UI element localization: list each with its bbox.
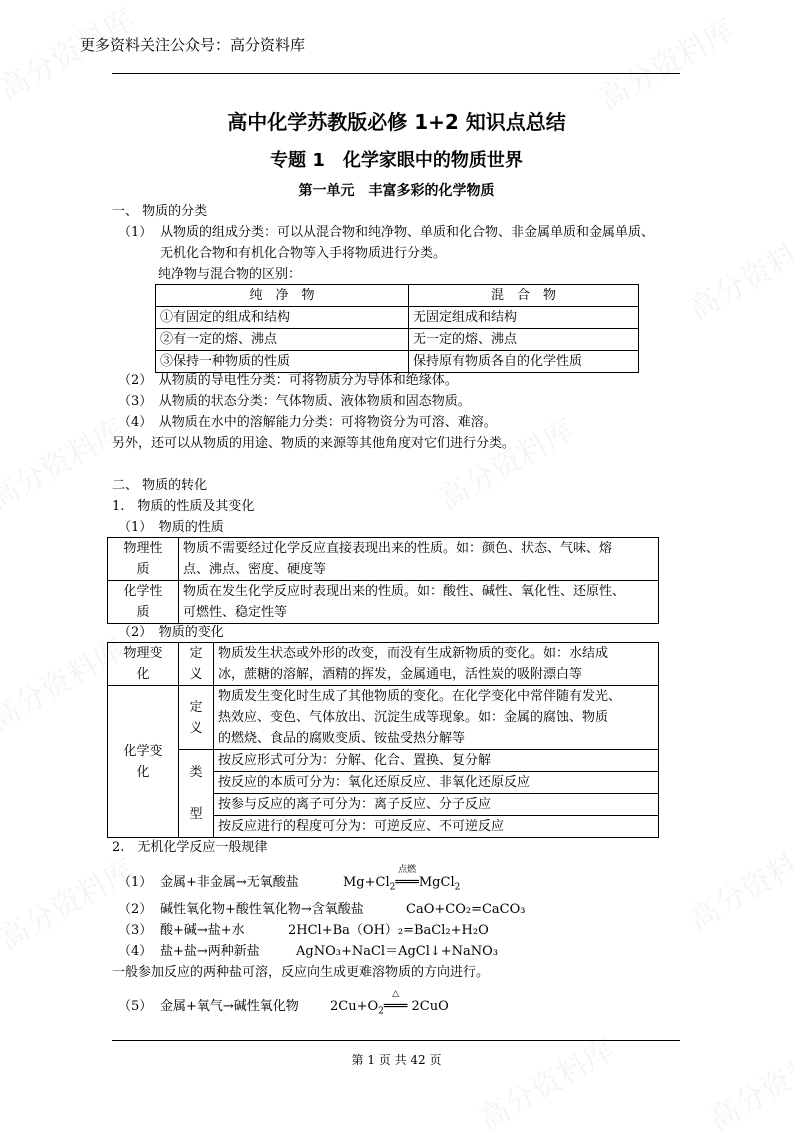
table-cell: 无一定的熔、沸点 (409, 329, 639, 351)
rule-note: 一般参加反应的两种盐可溶，反应向生成更难溶物质的方向进行。 (112, 965, 490, 980)
rule-text: 酸+碱→盐+水 (160, 923, 245, 938)
equation: AgNO₃+NaCl＝AgCl↓+NaNO₃ (296, 944, 499, 959)
watermark (679, 215, 793, 328)
para-text: 无机化合物和有机化合物等入手将物质进行分类。 (160, 246, 447, 261)
table-cell: 化学变 化 (108, 686, 179, 838)
table-cell: 保持原有物质各自的化学性质 (409, 351, 639, 373)
table-cell: 按反应形式可分为：分解、化合、置换、复分解 (214, 750, 659, 772)
section-heading: 二、 物质的转化 (112, 478, 208, 493)
section-heading: 一、 物质的分类 (112, 204, 208, 219)
para-text: 另外，还可以从物质的用途、物质的来源等其他角度对它们进行分类。 (112, 436, 516, 451)
table-cell: 定 义 (179, 686, 214, 750)
equation: 2HCl+Ba（OH）₂=BaCl₂+H₂O (288, 923, 489, 938)
table-cell: 物理变 化 (108, 643, 179, 686)
rule-num: （5） (118, 999, 153, 1014)
table-cell: 化学性 质 (108, 581, 179, 624)
compare-label: 纯净物与混合物的区别： (158, 267, 302, 282)
header-text: 更多资料关注公众号：高分资料库 (80, 36, 306, 54)
para-text: （3） 从物质的状态分类：气体物质、液体物质和固态物质。 (118, 394, 471, 409)
page-title: 高中化学苏教版必修 1+2 知识点总结 (227, 110, 566, 134)
subsection-heading: 1. 物质的性质及其变化 (112, 499, 255, 514)
rule-num: （2） (118, 902, 153, 917)
pure-vs-mixture-table (155, 284, 639, 373)
table-cell: 物质发生状态或外形的改变，而没有生成新物质的变化。如：水结成 冰，蔗糖的溶解，酒精的挥发，金属通电，活性炭的吸附漂白等 (214, 643, 659, 686)
change-table (107, 642, 659, 838)
rule-num: （4） (118, 944, 153, 959)
para-num: （1） (118, 225, 153, 240)
para-text: （2） 从物质的导电性分类：可将物质分为导体和绝缘体。 (118, 373, 458, 388)
table-cell: 物质不需要经过化学反应直接表现出来的性质。如：颜色、状态、气味、熔 点、沸点、密度、硬度等 (179, 538, 659, 581)
watermark (679, 825, 793, 938)
table-cell: 按参与反应的离子可分为：离子反应、分子反应 (214, 794, 659, 816)
rule-text: 金属+氧气→碱性氧化物 (160, 999, 299, 1014)
table-header: 纯 净 物 (156, 285, 409, 307)
rule-text: 盐+盐→两种新盐 (160, 944, 260, 959)
rule-text: 金属+非金属→无氧酸盐 (160, 875, 299, 890)
table-cell: 无固定组成和结构 (409, 307, 639, 329)
table-cell: 按反应的本质可分为：氧化还原反应、非氧化还原反应 (214, 772, 659, 794)
unit-title: 第一单元 丰富多彩的化学物质 (298, 183, 495, 199)
rule-num: （3） (118, 923, 153, 938)
equation: $Mg+Cl_2$ 点燃 ═══MgCl$_2$ (343, 865, 461, 893)
table-cell: 按反应进行的程度可分为：可逆反应、不可逆反应 (214, 816, 659, 838)
table-header: 混 合 物 (409, 285, 639, 307)
page-footer: 第 1 页 共 42 页 (351, 1053, 442, 1067)
footer-rule (112, 1040, 680, 1041)
subsection-heading: 2. 无机化学反应一般规律 (112, 840, 268, 855)
topic-title: 专题 1 化学家眼中的物质世界 (270, 150, 523, 171)
table-cell: 定 义 (179, 643, 214, 686)
watermark (589, 5, 741, 118)
subsection-heading: （2） 物质的变化 (118, 625, 224, 640)
rule-text: 碱性氧化物+酸性氧化物→含氧酸盐 (160, 902, 364, 917)
rule-num: （1） (118, 875, 153, 890)
table-cell: ②有一定的熔、沸点 (156, 329, 409, 351)
table-cell: 类 型 (179, 750, 214, 838)
header-rule (112, 73, 680, 74)
table-cell: 物质发生变化时生成了其他物质的变化。在化学变化中常伴随有发光、 热效应、变色、气体放出、沉淀生成等现象。如：金属的腐蚀、物质 的燃烧、食品的腐败变质、铵盐受热分解等 (214, 686, 659, 750)
equation: CaO+CO₂=CaCO₃ (406, 902, 526, 917)
table-cell: ③保持一种物质的性质 (156, 351, 409, 373)
table-cell: ①有固定的组成和结构 (156, 307, 409, 329)
equation: $2Cu+O_2$ △ ═══ 2CuO (330, 989, 449, 1017)
para-text: （4） 从物质在水中的溶解能力分类：可将物资分为可溶、难溶。 (118, 415, 497, 430)
table-cell: 物质在发生化学反应时表现出来的性质。如：酸性、碱性、氧化性、还原性、 可燃性、稳定性等 (179, 581, 659, 624)
para-text: 从物质的组成分类：可以从混合物和纯净物、单质和化合物、非金属单质和金属单质、 (160, 225, 655, 240)
property-table (107, 537, 659, 624)
subsection-heading: （1） 物质的性质 (118, 520, 224, 535)
table-cell: 物理性 质 (108, 538, 179, 581)
